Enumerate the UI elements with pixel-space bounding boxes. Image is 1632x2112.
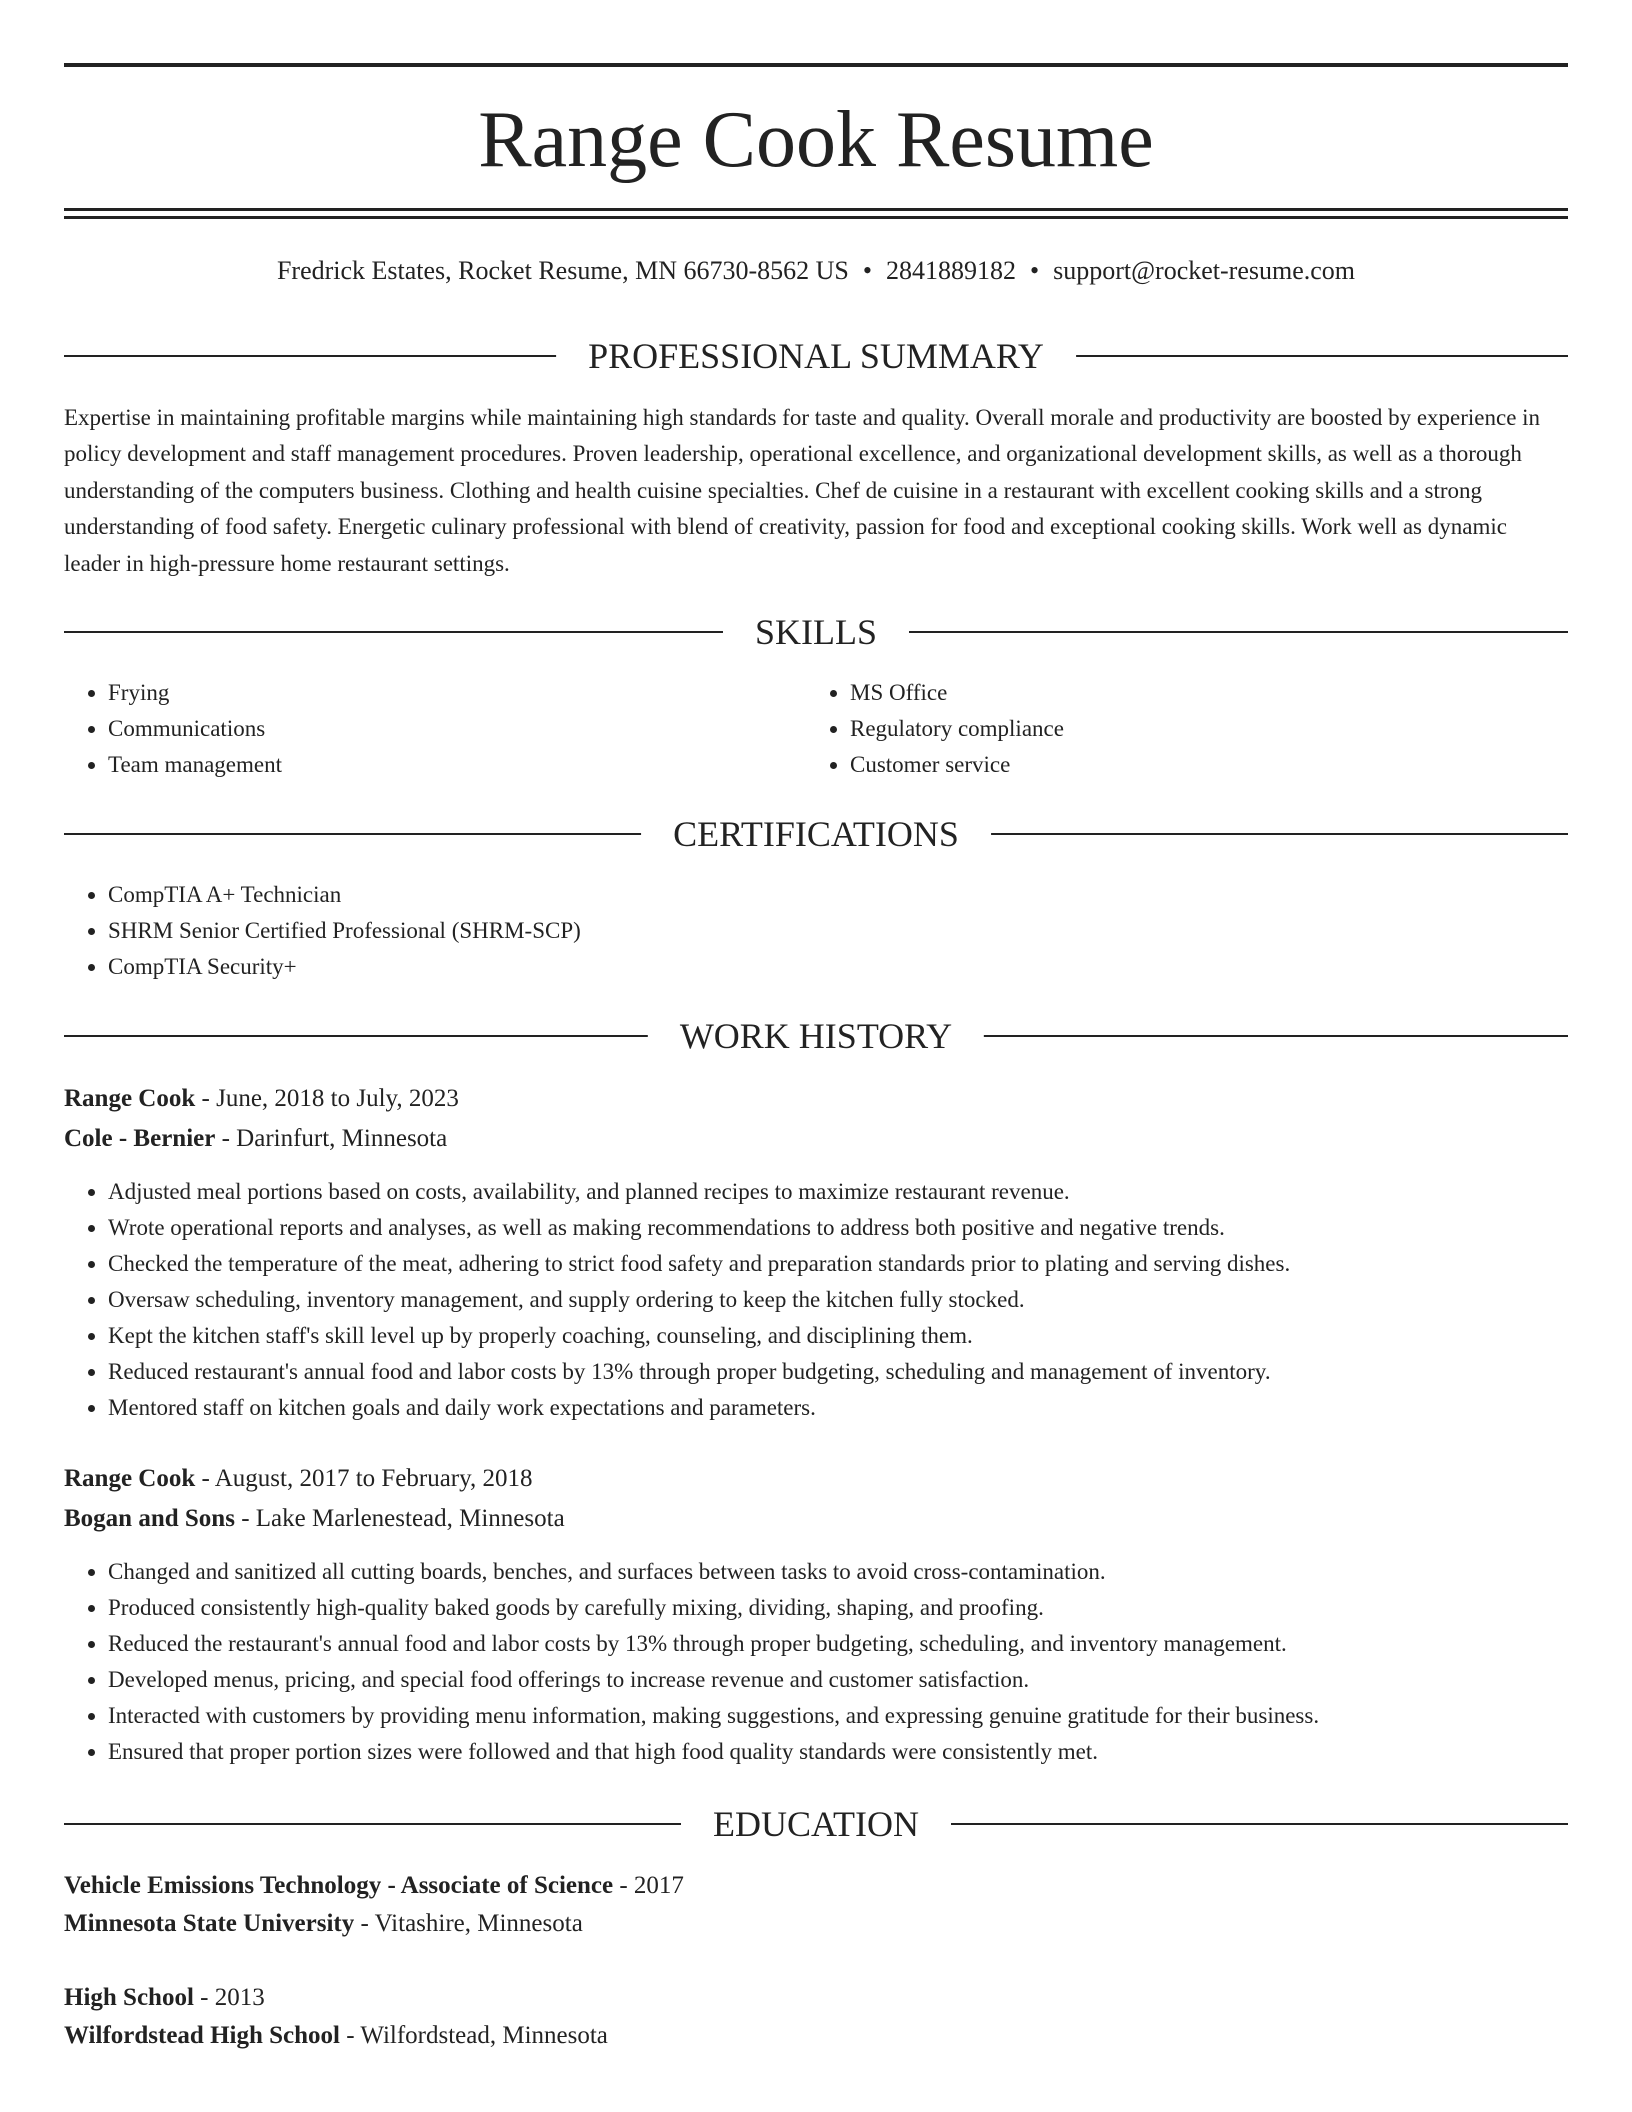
contact-phone: 2841889182: [886, 256, 1016, 285]
education-degree: High School: [64, 1984, 194, 2011]
education-school: Minnesota State University: [64, 1910, 355, 1937]
header-rule-lower: [64, 216, 1568, 219]
job-bullet: • Ensured that proper portion sizes were followed and that high food quality standards were consistently met.: [108, 1734, 1608, 1770]
certification-item: • CompTIA A+ Technician: [108, 877, 1508, 913]
skill-item: • MS Office: [850, 675, 1550, 711]
job-location: - Darinfurt, Minnesota: [215, 1125, 448, 1152]
skill-item: • Communications: [108, 711, 808, 747]
skill-item: • Team management: [108, 747, 808, 783]
contact-address: Fredrick Estates, Rocket Resume, MN 66730-8562 US: [276, 256, 849, 285]
job-title: Range Cook: [64, 1465, 196, 1492]
job-bullet: • Produced consistently high-quality baked goods by carefully mixing, dividing, shaping, and proofing.: [108, 1590, 1608, 1626]
job-bullet: • Developed menus, pricing, and special food offerings to increase revenue and customer satisfaction.: [108, 1662, 1608, 1698]
summary-heading: [64, 333, 1568, 379]
contact-line: [0, 254, 1632, 288]
section-title: PROFESSIONAL SUMMARY: [556, 333, 1076, 379]
job-bullet: • Mentored staff on kitchen goals and daily work expectations and parameters.: [108, 1390, 1608, 1426]
certifications-list: [64, 877, 1508, 985]
education-year: - 2013: [193, 1984, 265, 2011]
job-bullet: • Checked the temperature of the meat, adhering to strict food safety and preparation standards prior to plating and serving dishes.: [108, 1246, 1608, 1282]
resume-title: Range Cook Resume: [478, 96, 1154, 184]
job-bullet: • Adjusted meal portions based on costs, availability, and planned recipes to maximize restaurant revenue.: [108, 1174, 1608, 1210]
education-location: - Wilfordstead, Minnesota: [339, 2022, 608, 2049]
education-year: - 2017: [613, 1872, 684, 1899]
job-company: Bogan and Sons: [64, 1505, 235, 1532]
education-school-line: [64, 2016, 608, 2056]
job-company-line: [64, 1499, 565, 1539]
contact-separator: •: [1030, 256, 1040, 285]
education-school-line: [64, 1904, 583, 1944]
section-title: SKILLS: [723, 609, 909, 655]
job-bullet: • Reduced the restaurant's annual food and labor costs by 13% through proper budgeting, scheduling, and inventory management.: [108, 1626, 1608, 1662]
job-title-line: [64, 1459, 533, 1499]
job-bullet: • Reduced restaurant's annual food and labor costs by 13% through proper budgeting, scheduling and management of inventory.: [108, 1354, 1608, 1390]
education-location: - Vitashire, Minnesota: [354, 1910, 583, 1937]
header-top-rule: [64, 63, 1568, 67]
job-location: - Lake Marlenestead, Minnesota: [234, 1505, 565, 1532]
education-degree: Vehicle Emissions Technology - Associate of Science: [64, 1872, 614, 1899]
job-bullet: • Changed and sanitized all cutting boards, benches, and surfaces between tasks to avoid cross-contamination.: [108, 1554, 1608, 1590]
skills-list-right: [806, 675, 1550, 783]
certification-item: • SHRM Senior Certified Professional (SHRM-SCP): [108, 913, 1508, 949]
skills-list-left: [64, 675, 808, 783]
section-title: WORK HISTORY: [648, 1013, 984, 1059]
job-company-line: [64, 1119, 447, 1159]
education-school: Wilfordstead High School: [64, 2022, 340, 2049]
contact-separator: •: [862, 256, 872, 285]
section-title: EDUCATION: [681, 1801, 951, 1847]
education-degree-line: [64, 1866, 684, 1906]
job-dates: - August, 2017 to February, 2018: [195, 1465, 533, 1492]
job-company: Cole - Bernier: [64, 1125, 216, 1152]
contact-email[interactable]: support@rocket-resume.com: [1053, 256, 1356, 285]
education-degree-line: [64, 1978, 265, 2018]
certification-item: • CompTIA Security+: [108, 949, 1508, 985]
job-bullet: • Wrote operational reports and analyses, as well as making recommendations to address both positive and negative trends.: [108, 1210, 1608, 1246]
certifications-heading: [64, 811, 1568, 857]
job-bullets: [64, 1174, 1608, 1426]
job-bullet: • Kept the kitchen staff's skill level up by properly coaching, counseling, and disciplining them.: [108, 1318, 1608, 1354]
work-history-heading: [64, 1013, 1568, 1059]
section-title: CERTIFICATIONS: [641, 811, 991, 857]
education-heading: [64, 1801, 1568, 1847]
skill-item: • Frying: [108, 675, 808, 711]
job-title-line: [64, 1079, 459, 1119]
header-rule-upper: [64, 208, 1568, 211]
job-bullet: • Interacted with customers by providing menu information, making suggestions, and expressing genuine gratitude for their business.: [108, 1698, 1608, 1734]
job-title: Range Cook: [64, 1085, 196, 1112]
summary-text: Expertise in maintaining profitable margins while maintaining high standards for taste and quality. Overall morale and productivity are boosted by experience in policy development and staff management procedures. Proven leadership, operational excellence, and organizational development skills, as well as a thorough understanding of the computers business. Clothing and health cuisine specialties. Chef de cuisine in a restaurant with excellent cooking skills and a strong understanding of food safety. Energetic culinary professional with blend of creativity, passion for food and exceptional cooking skills. Work well as dynamic leader in high-pressure home restaurant settings.: [64, 405, 1541, 576]
skills-heading: [64, 609, 1568, 655]
job-bullets: [64, 1554, 1608, 1770]
skill-item: • Regulatory compliance: [850, 711, 1550, 747]
skill-item: • Customer service: [850, 747, 1550, 783]
job-dates: - June, 2018 to July, 2023: [195, 1085, 459, 1112]
job-bullet: • Oversaw scheduling, inventory management, and supply ordering to keep the kitchen fully stocked.: [108, 1282, 1608, 1318]
